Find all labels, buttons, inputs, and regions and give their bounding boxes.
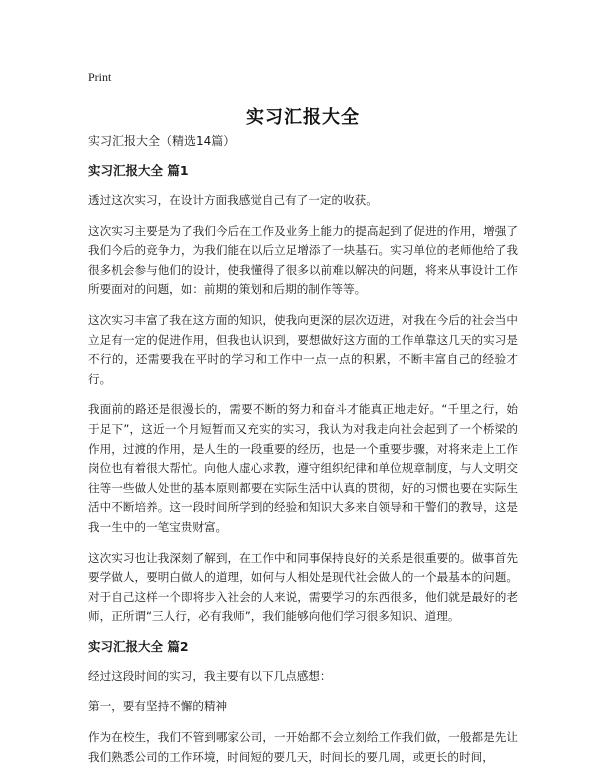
paragraph: 这次实习主要是为了我们今后在工作及业务上能力的提高起到了促进的作用，增强了我们今后的竞争力，为我们能在以后立足增添了一块基石。实习单位的老师他给了我很多机会参与他们的设计，使我懂得了很多以前难以解决的问题，将来从事设计工作所要面对的问题，如：前期的策划和后期的制作等等。 [88,223,518,297]
section-heading: 实习汇报大全 篇2 [88,638,189,654]
section-heading: 实习汇报大全 篇1 [88,163,189,178]
paragraph: 第一，要有坚持不懈的精神 [88,699,228,714]
paragraph: 这次实习丰富了我在这方面的知识，使我向更深的层次迈进，对我在今后的社会当中立足有一定的促进作用，但我也认识到，要想做好这方面的工作单靠这几天的实习是不行的，还需要我在平时的学习和工作中一点一点的积累，不断丰富自己的经验才行。 [88,312,518,386]
document-subtitle: 实习汇报大全（精选14篇） [88,134,236,148]
section-2 [88,638,518,767]
paragraph: 这次实习也让我深刻了解到，在工作中和同事保持良好的关系是很重要的。做事首先要学做人，要明白做人的道理，如何与人相处是现代社会做人的一个最基本的问题。对于自己这样一个即将步入社会的人来说，需要学习的东西很多，他们就是最好的老师，正所谓“三人行，必有我师”，我们能够向他们学习很多知识、道理。 [88,550,518,624]
document-body [88,132,518,778]
paragraph: 我面前的路还是很漫长的，需要不断的努力和奋斗才能真正地走好。“千里之行，始于足下”，这近一个月短暂而又充实的实习，我认为对我走向社会起到了一个桥梁的作用，过渡的作用，是人生的一段重要的经历，也是一个重要步骤，对将来走上工作岗位也有着很大帮忙。向他人虚心求教，遵守组织纪律和单位规章制度，与人文明交往等一些做人处世的基本原则都要在实际生活中认真的贯彻，好的习惯也要在实际生活中不断培养。这一段时间所学到的经验和知识大多来自领导和干警们的教导，这是我一生中的一笔宝贵财富。 [88,402,518,534]
paragraph: 经过这段时间的实习，我主要有以下几点感想： [88,668,332,683]
print-label: Print [88,70,112,84]
paragraph: 透过这次实习，在设计方面我感觉自己有了一定的收获。 [88,193,378,207]
page-title: 实习汇报大全 [246,107,360,128]
paragraph: 作为在校生，我们不管到哪家公司，一开始都不会立刻给工作我们做，一般都是先让我们熟悉公司的工作环境，时间短的要几天，时间长的要几周，或更长的时间， [88,730,518,764]
section-1 [88,162,518,627]
